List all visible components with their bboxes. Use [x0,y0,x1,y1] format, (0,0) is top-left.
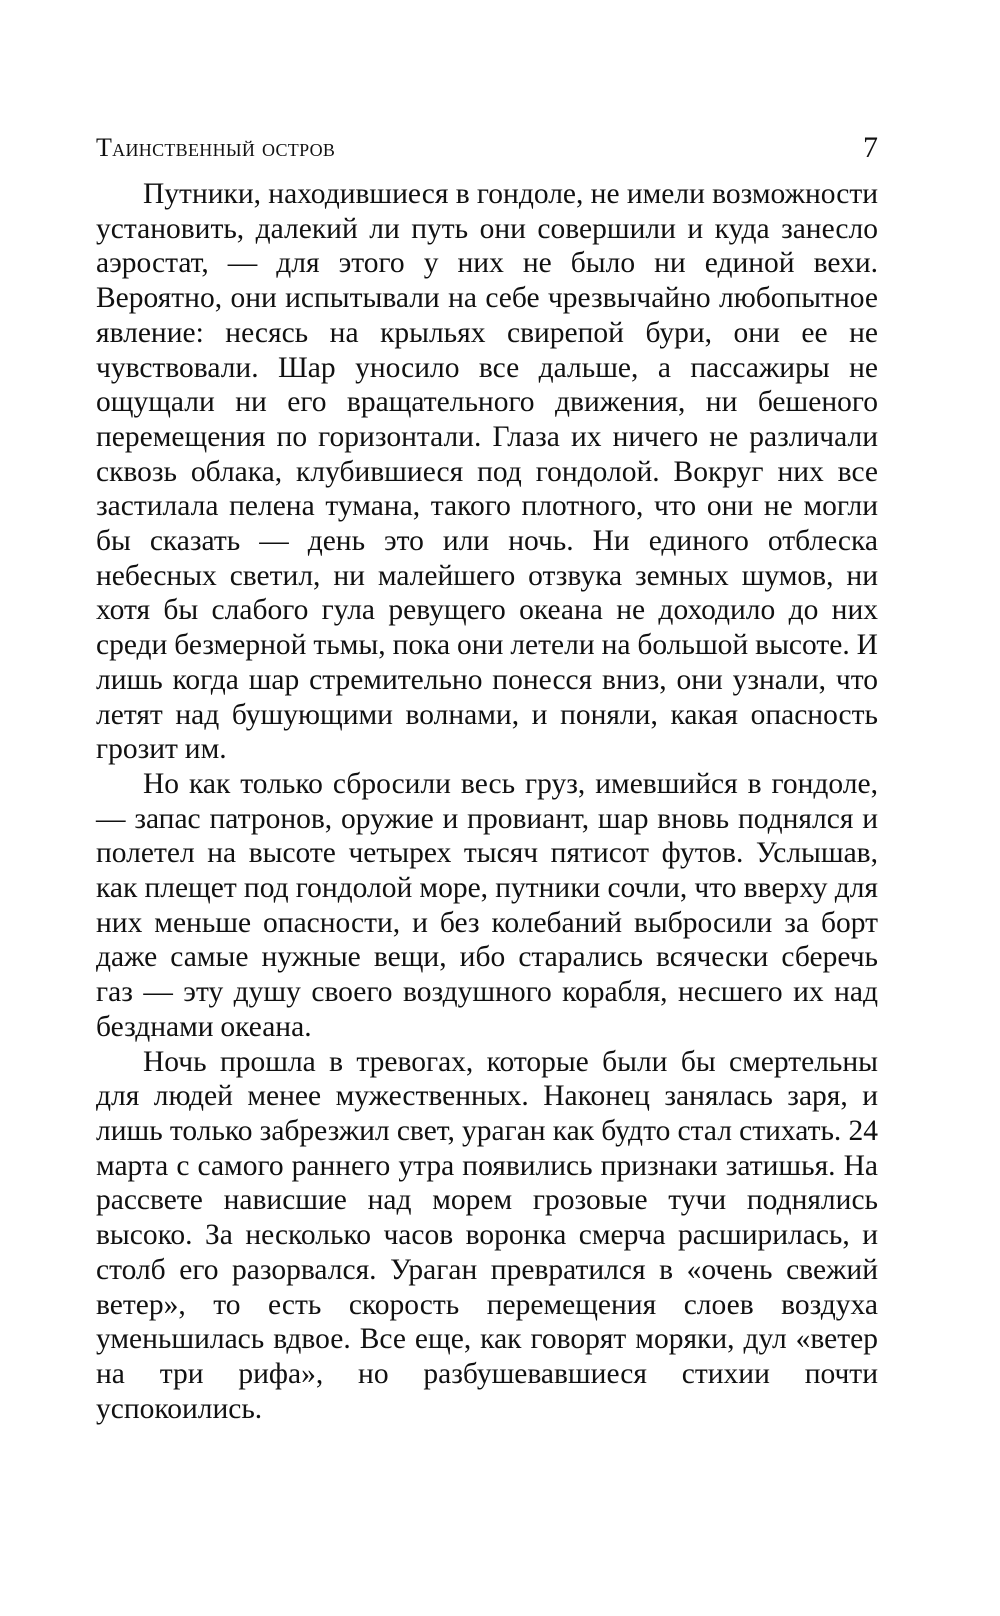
body-text [96,177,878,1426]
paragraph-2: Но как только сбросили весь груз, имевшийся в гондоле, — запас патронов, оружие и провиант, шар вновь поднялся и полетел на высоте четырех тысяч пятисот футов. Услышав, как плещет под гондолой море, путники сочли, что вверху для них меньше опасности, и без колебаний выбросили за борт даже самые нужные вещи, ибо старались всячески сберечь газ — эту душу своего воздушного корабля, несшего их над безднами океана. [96,767,878,1043]
running-title: Таинственный остров [96,133,336,162]
running-head [96,128,878,168]
page-number: 7 [863,131,878,164]
paragraph-1: Путники, находившиеся в гондоле, не имели возможности установить, далекий ли путь они совершили и куда занесло аэростат, — для этого у них не было ни единой вехи. Вероятно, они испытывали на себе чрезвычайно любопытное явление: несясь на крыльях свирепой бури, они ее не чувствовали. Шар уносило все дальше, а пассажиры не ощущали ни его вращательного движения, ни бешеного перемещения по горизонтали. Глаза их ничего не различали сквозь облака, клубившиеся под гондолой. Вокруг них все застилала пелена тумана, такого плотного, что они не могли бы сказать — день это или ночь. Ни единого отблеска небесных светил, ни малейшего отзвука земных шумов, ни хотя бы слабого гула ревущего океана не доходило до них среди безмерной тьмы, пока они летели на большой высоте. И лишь когда шар стремительно понесся вниз, они узнали, что летят над бушующими волнами, и поняли, какая опасность грозит им. [96,178,878,766]
paragraph-3: Ночь прошла в тревогах, которые были бы смертельны для людей менее мужественных. Наконец занялась заря, и лишь только забрезжил свет, ураган как будто стал стихать. 24 марта с самого раннего утра появились признаки затишья. На рассвете нависшие над морем грозовые тучи поднялись высоко. За несколько часов воронка смерча расширилась, и столб его разорвался. Ураган превратился в «очень свежий ветер», то есть скорость перемещения слоев воздуха уменьшилась вдвое. Все еще, как говорят моряки, дул «ветер на три рифа», но разбушевавшиеся стихии почти успокоились. [96,1045,878,1425]
